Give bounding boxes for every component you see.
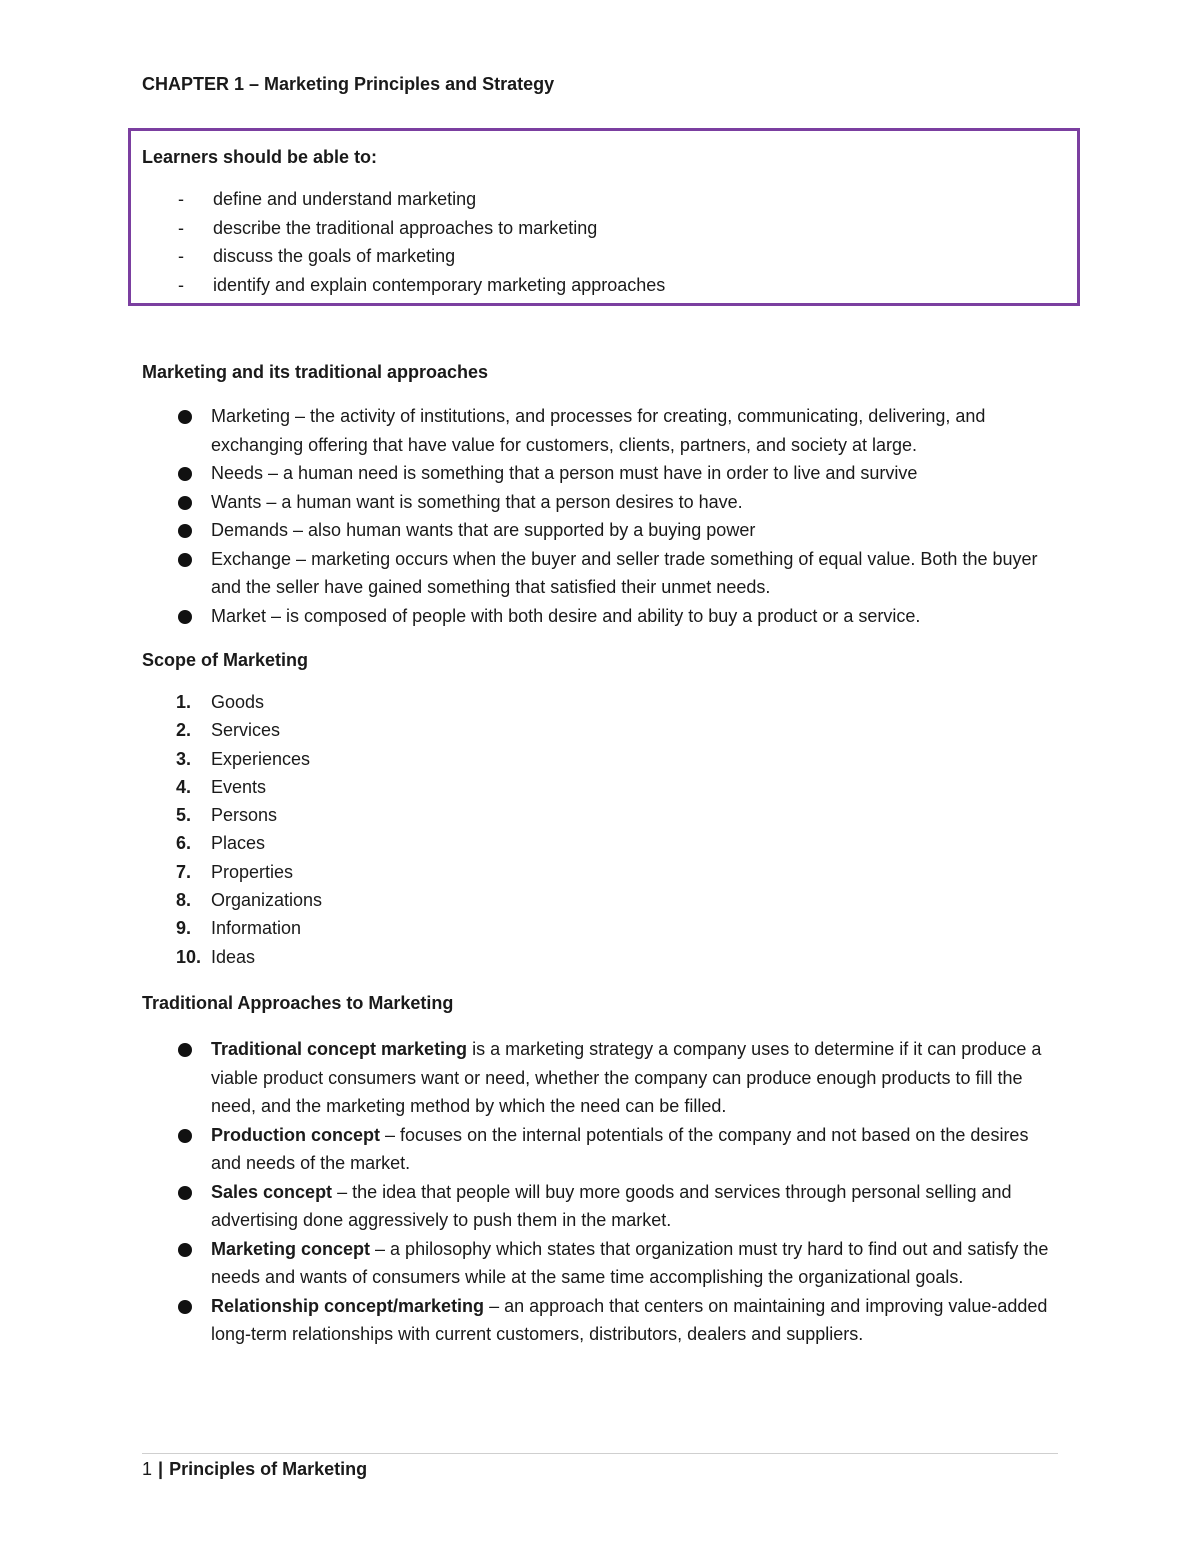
chapter-title: CHAPTER 1 – Marketing Principles and Strategy [142,74,555,94]
item-label: Places [211,833,266,854]
bullet-icon [178,467,192,481]
item-number: 1. [176,692,192,712]
definition-text: Needs – a human need is something that a person must have in order to live and survive [211,463,918,483]
list-item [0,720,400,748]
learning-objectives-box [128,128,1080,306]
page-footer [142,1459,367,1480]
item-label: Properties [211,861,294,882]
bullet-icon [178,610,192,624]
bullet-icon [178,1043,192,1057]
definition-text: Demands – also human wants that are supported by a buying power [211,520,756,540]
bullet-icon [178,1186,192,1200]
list-item [0,749,400,777]
dash-marker: - [178,217,184,238]
approaches-list [0,1035,1200,1349]
list-item [0,777,400,805]
list-item [0,1292,1200,1349]
list-item [0,459,1200,488]
dash-marker: - [178,189,184,209]
bullet-icon [178,524,192,538]
definition-text: Wants – a human want is something that a person desires to have. [211,491,743,512]
approach-term: Relationship concept/marketing [211,1295,485,1316]
list-item [0,488,1200,517]
item-label: Experiences [211,748,311,769]
page-number: 1 [142,1459,153,1479]
approach-description: is a marketing strategy a company uses to determine if it can produce a viable product consumers want or need, whether the company can produce enough products to fill the need, and the marketing method by which the need can be filled. [211,1039,1042,1116]
objective-text: define and understand marketing [213,189,477,209]
approach-text [211,1178,1061,1235]
bullet-icon [178,1129,192,1143]
item-number: 10. [176,946,202,967]
item-number: 9. [176,918,192,939]
approach-text [211,1035,1061,1121]
objective-text: discuss the goals of marketing [213,246,456,266]
definition-text: Market – is composed of people with both desire and ability to buy a product or a service. [211,605,921,626]
item-label: Persons [211,805,278,826]
scope-list [0,692,400,975]
item-number: 3. [176,748,192,769]
objectives-heading: Learners should be able to: [142,147,378,167]
item-number: 5. [176,805,192,826]
bullet-icon [178,1243,192,1257]
definition-text: Exchange – marketing occurs when the buyer and seller trade something of equal value. Both the buyer and the seller have gained something that satisfied their unmet needs. [211,548,1038,597]
approach-description: – a philosophy which states that organization must try hard to find out and satisfy the needs and wants of consumers while at the same time accomplishing the organizational goals. [211,1238,1049,1287]
approach-description: – focuses on the internal potentials of the company and not based on the desires and needs of the market. [211,1124,1029,1173]
list-item [0,947,400,975]
footer-divider [142,1453,1058,1454]
dash-marker: - [178,246,184,266]
list-item [0,805,400,833]
item-label: Events [211,776,267,797]
item-label: Goods [211,692,265,712]
list-item [0,1178,1200,1235]
list-item [0,602,1200,631]
list-item [0,1235,1200,1292]
item-label: Information [211,918,302,939]
item-number: 8. [176,890,192,911]
list-item [0,545,1200,602]
list-item [0,1035,1200,1121]
dash-marker: - [178,274,184,295]
item-number: 6. [176,833,192,854]
approach-term: Marketing concept [211,1238,371,1259]
item-label: Ideas [211,946,256,967]
approach-description: – an approach that centers on maintaining and improving value-added long-term relationships with current customers, distributors, dealers and suppliers. [211,1295,1048,1344]
list-item [0,890,400,918]
list-item [0,692,400,720]
item-number: 4. [176,776,192,797]
list-item [0,516,1200,545]
bullet-icon [178,496,192,510]
approach-term: Traditional concept marketing [211,1039,468,1059]
definition-text: Marketing – the activity of institutions, and processes for creating, communicating, delivering, and exchanging offering that have value for customers, clients, partners, and society at large. [211,406,986,455]
bullet-icon [178,553,192,567]
definitions-list [0,402,1200,630]
section-heading-scope: Scope of Marketing [142,650,309,670]
list-item [0,1121,1200,1178]
approach-term: Sales concept [211,1181,333,1202]
approach-text [211,1121,1061,1178]
bullet-icon [178,1300,192,1314]
section-heading-approaches: Traditional Approaches to Marketing [142,993,454,1013]
approach-term: Production concept [211,1124,381,1145]
approach-description: – the idea that people will buy more goods and services through personal selling and advertising done aggressively to push them in the market. [211,1181,1012,1230]
item-label: Services [211,720,281,741]
footer-title: Principles of Marketing [169,1459,368,1479]
list-item [0,402,1200,459]
objective-text: describe the traditional approaches to marketing [213,217,598,238]
objective-text: identify and explain contemporary marketing approaches [213,274,666,295]
list-item [0,833,400,861]
footer-separator: | [158,1459,164,1479]
item-number: 2. [176,720,192,741]
list-item [0,862,400,890]
item-number: 7. [176,861,192,882]
bullet-icon [178,410,192,424]
approach-text [211,1235,1061,1292]
item-label: Organizations [211,890,323,911]
section-heading-traditional: Marketing and its traditional approaches [142,362,489,382]
approach-text [211,1292,1061,1349]
list-item [0,918,400,946]
